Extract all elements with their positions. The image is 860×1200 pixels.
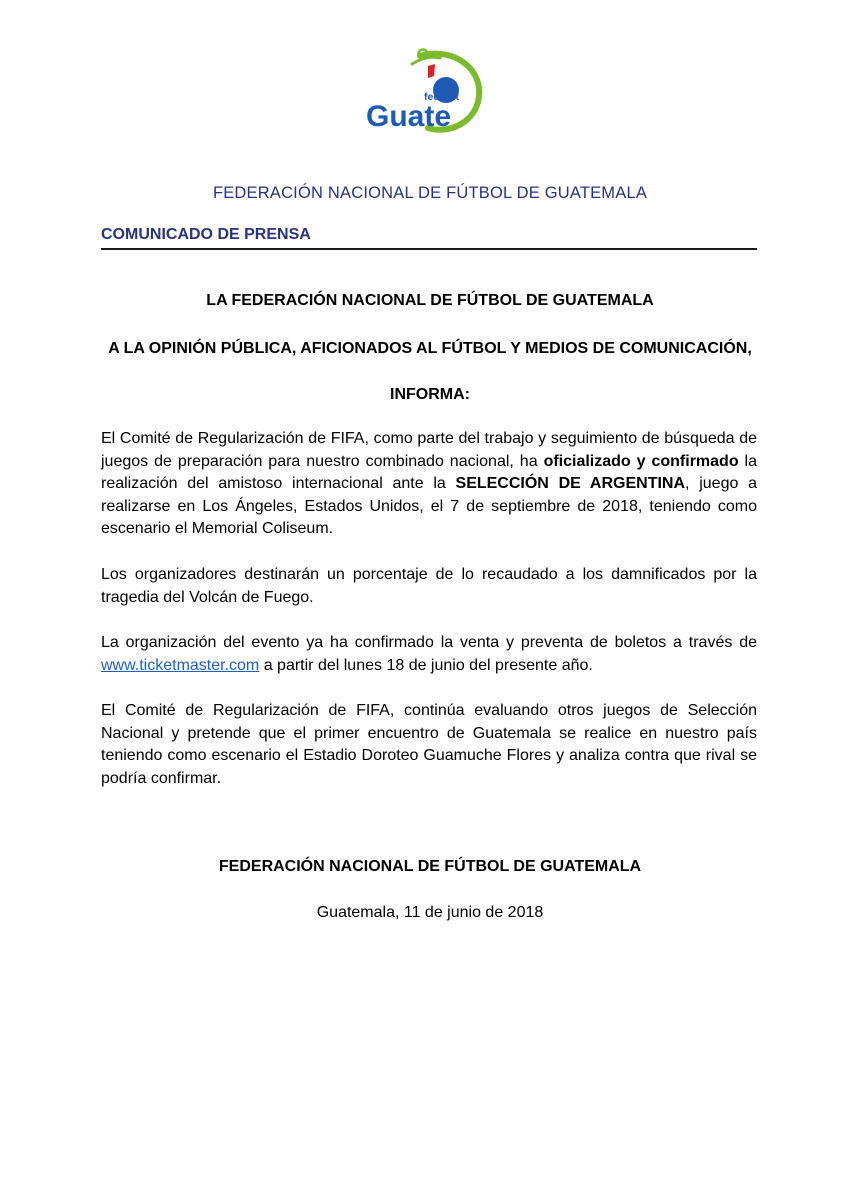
p1-text-2: la realización del amistoso internacional ante la — [101, 452, 758, 492]
place-date: Guatemala, 11 de junio de 2018 — [316, 904, 544, 921]
ticketmaster-link[interactable]: www.ticketmaster.com — [101, 656, 260, 674]
paragraph-donation: Los organizadores destinarán un porcentaje de lo recaudado a los damnificados por la tragedia del Volcán de Fuego. — [101, 566, 757, 606]
heading-federation: LA FEDERACIÓN NACIONAL DE FÚTBOL DE GUATEMALA — [206, 292, 654, 309]
organization-title: FEDERACIÓN NACIONAL DE FÚTBOL DE GUATEMALA — [212, 184, 648, 202]
footer-organization: FEDERACIÓN NACIONAL DE FÚTBOL DE GUATEMALA — [218, 858, 642, 875]
logo-main-text: Guate — [366, 100, 452, 133]
p1-text-3: , juego a realizarse en Los Ángeles, Estados Unidos, el 7 de septiembre de 2018, teniendo como escenario el Memorial Coliseum. — [101, 475, 757, 537]
p1-text-1: El Comité de Regularización de FIFA, como parte del trabajo y seguimiento de búsqueda de juegos de preparación para nuestro combinado nacional, ha — [101, 430, 757, 470]
press-release-label: COMUNICADO DE PRENSA — [101, 226, 311, 243]
p3-text-1: La organización del evento ya ha confirmado la venta y preventa de boletos a través de — [101, 634, 757, 651]
heading-informa: INFORMA: — [390, 386, 470, 403]
header-divider — [101, 248, 757, 250]
logo-small-text: fedefut — [424, 91, 459, 103]
p1-bold-confirmed: oficializado y confirmado — [543, 452, 739, 470]
p1-bold-argentina: SELECCIÓN DE ARGENTINA — [455, 475, 686, 492]
fedefut-logo-graphic — [362, 44, 486, 136]
paragraph-next-games: El Comité de Regularización de FIFA, continúa evaluando otros juegos de Selección Nacional y pretende que el primer encuentro de Guatemala se realice en nuestro país teniendo como escenario el Estadio Doroteo Guamuche Flores y analiza contra que rival se podría confirmar. — [101, 702, 757, 787]
paragraph-announcement — [101, 428, 757, 541]
paragraph-tickets — [101, 632, 757, 677]
heading-audience: A LA OPINIÓN PÚBLICA, AFICIONADOS AL FÚTBOL Y MEDIOS DE COMUNICACIÓN, — [108, 340, 752, 357]
p3-text-2: a partir del lunes 18 de junio del presente año. — [259, 656, 593, 674]
fedefut-logo — [362, 44, 486, 136]
